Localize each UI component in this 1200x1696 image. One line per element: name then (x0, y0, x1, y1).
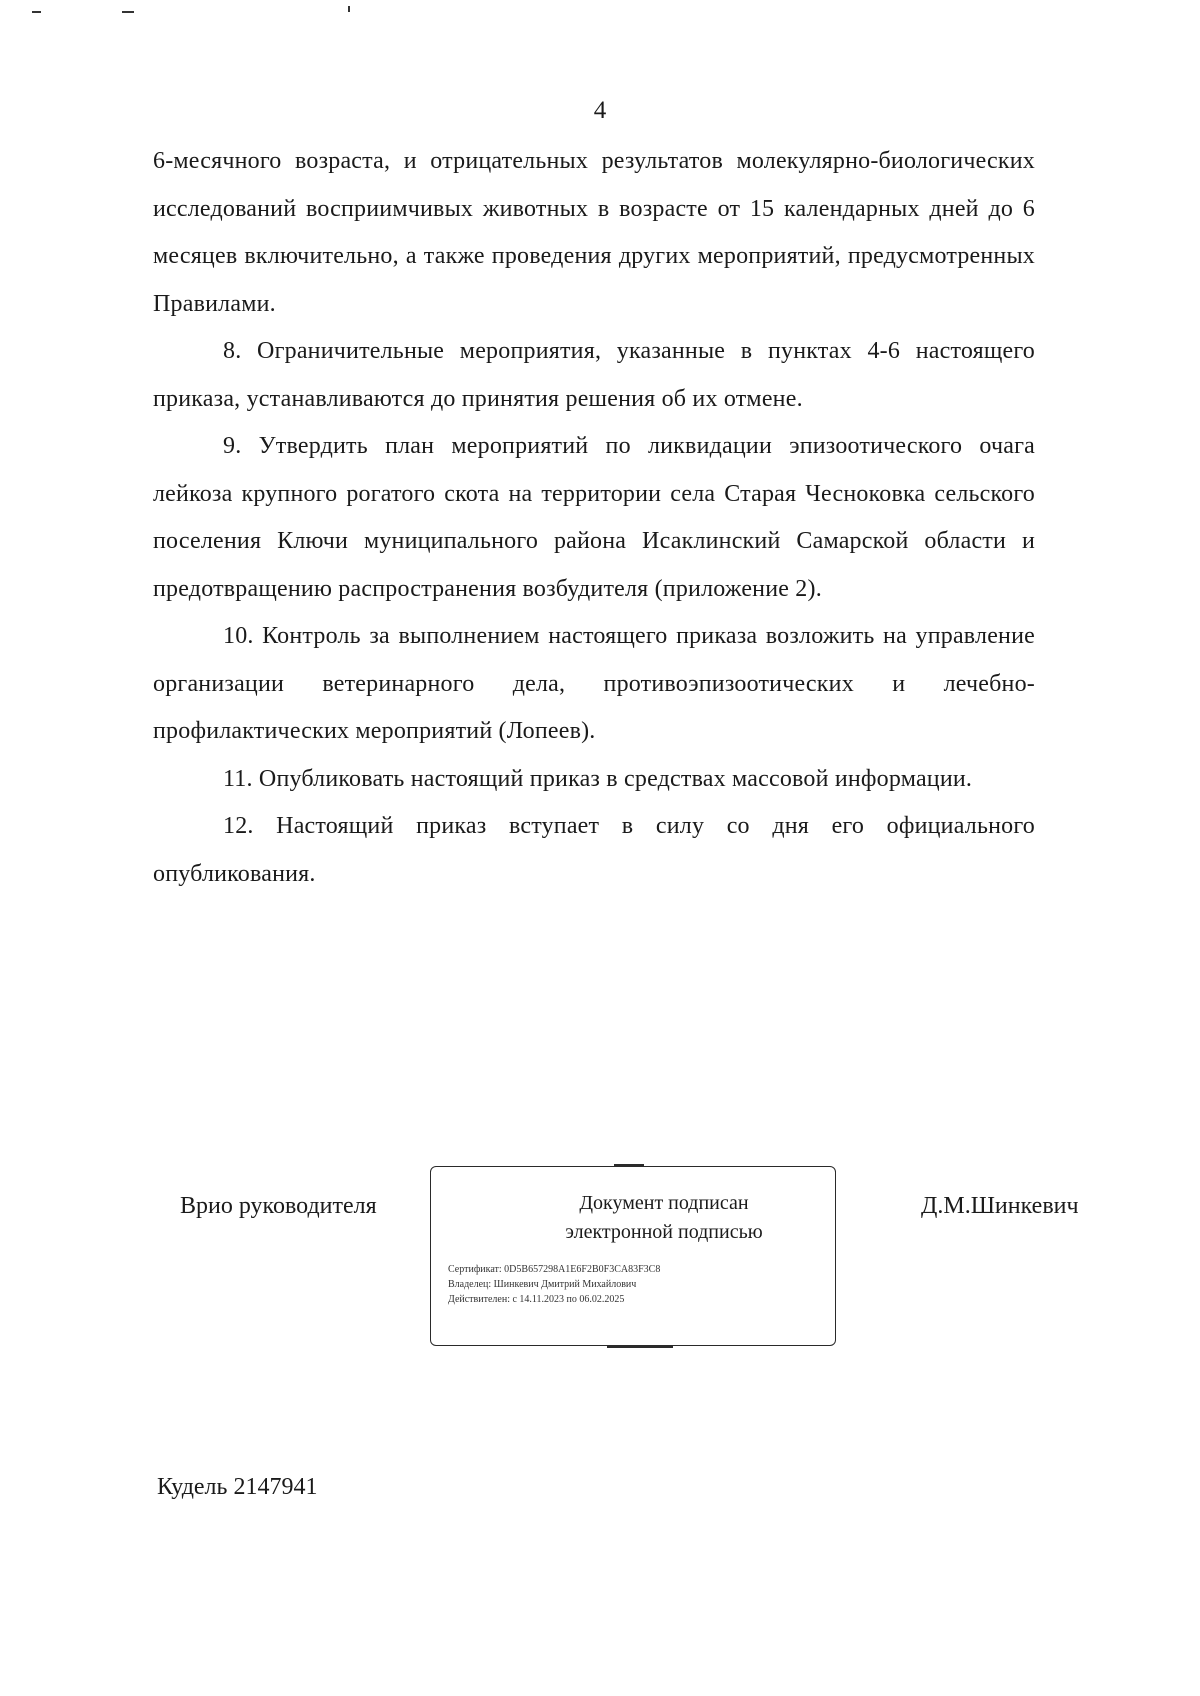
stamp-owner-line: Владелец: Шинкевич Дмитрий Михайлович (448, 1279, 637, 1290)
paragraph-item-10: 10. Контроль за выполнением настоящего приказа возложить на управление организации ветеринарного дела, противоэпизоотических и лечебно-профилактических мероприятий (Лопеев). (153, 623, 1035, 744)
paragraph-item-9: 9. Утвердить план мероприятий по ликвидации эпизоотического очага лейкоза крупного рогатого скота на территории села Старая Чесноковка сельского поселения Ключи муниципального района Исаклинский Самарской области и предотвращению распространения возбудителя (приложение 2). (153, 433, 1035, 602)
electronic-signature-stamp (430, 1166, 836, 1346)
stamp-validity-line: Действителен: с 14.11.2023 по 06.02.2025 (448, 1294, 625, 1305)
paragraph-item-11: 11. Опубликовать настоящий приказ в средствах массовой информации. (223, 765, 973, 792)
paragraph-item-8: 8. Ограничительные мероприятия, указанные в пунктах 4-6 настоящего приказа, устанавливаются до принятия решения об их отмене. (153, 338, 1035, 412)
document-body (153, 138, 1035, 898)
stamp-bottom-mark (607, 1345, 673, 1348)
stamp-heading: Документ подписан электронной подписью (565, 1192, 763, 1243)
paragraph-item-12: 12. Настоящий приказ вступает в силу со дня его официального опубликования. (153, 813, 1035, 887)
stamp-certificate-line: Сертификат: 0D5B657298A1E6F2B0F3CA83F3C8 (448, 1264, 661, 1275)
scan-artifact-marks (32, 6, 352, 16)
paragraph-continuation: 6-месячного возраста, и отрицательных результатов молекулярно-биологических исследований восприимчивых животных в возрасте от 15 календарных дней до 6 месяцев включительно, а также проведения других мероприятий, предусмотренных Правилами. (153, 148, 1035, 317)
signer-position-title: Врио руководителя (180, 1193, 377, 1219)
page-number: 4 (593, 97, 607, 124)
signer-name: Д.М.Шинкевич (921, 1193, 1079, 1219)
executor-note: Кудель 2147941 (157, 1474, 318, 1500)
stamp-top-mark (614, 1164, 644, 1167)
stamp-certificate-details (448, 1262, 660, 1307)
